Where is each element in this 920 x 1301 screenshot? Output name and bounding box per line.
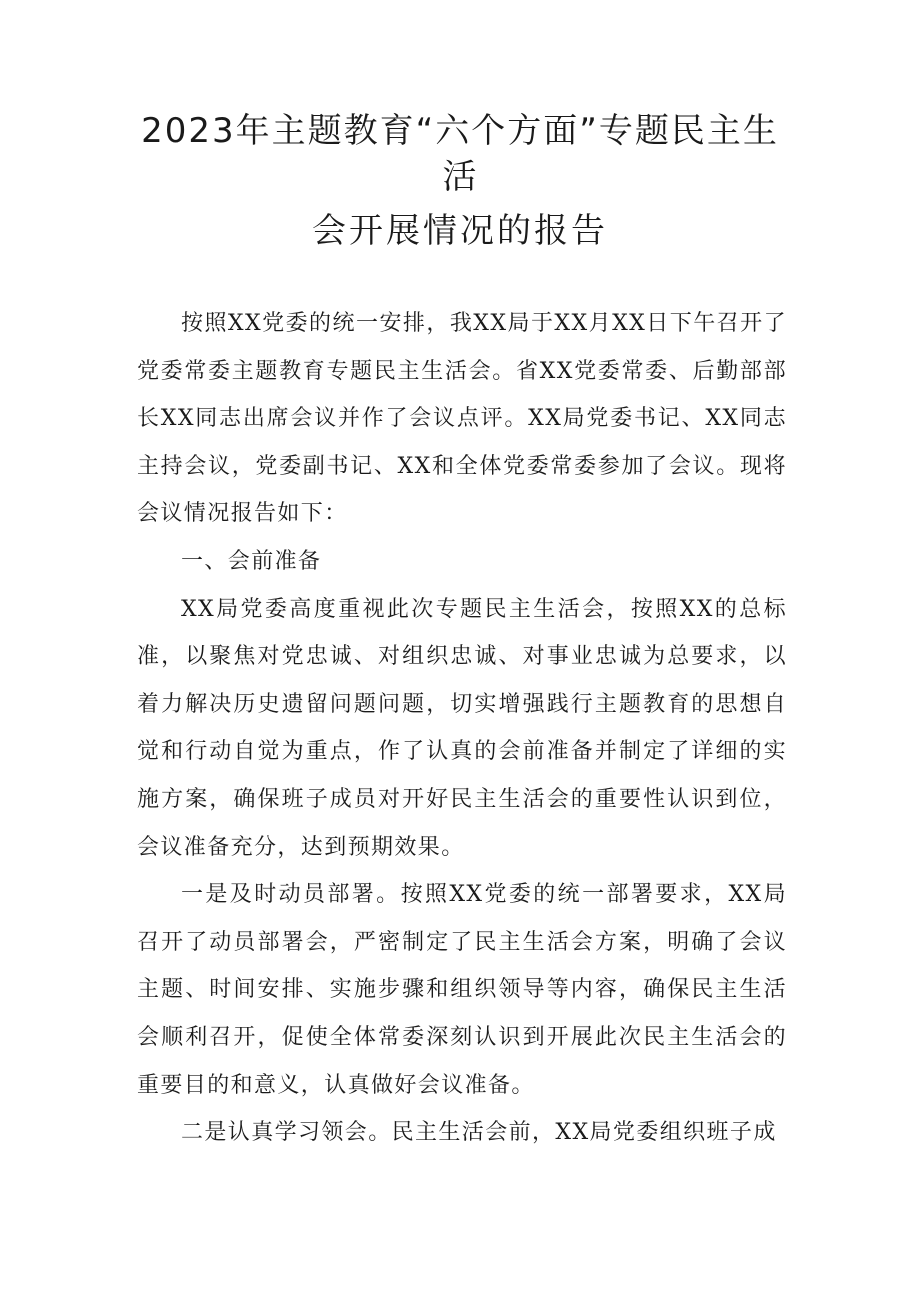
section-heading-preparation: 一、会前准备 bbox=[181, 548, 322, 574]
paragraph-intro: 按照XX党委的统一安排，我XX局于XX月XX日下午召开了党委常委主题教育专题民主生活会。省XX党委常委、后勤部部长XX同志出席会议并作了会议点评。XX局党委书记、XX同志主持会议，党委副书记、XX和全体党委常委参加了会议。现将会议情况报告如下： bbox=[137, 311, 787, 527]
document-title bbox=[130, 108, 790, 254]
paragraph-mobilization: 一是及时动员部署。按照XX党委的统一部署要求，XX局召开了动员部署会，严密制定了民主生活会方案，明确了会议主题、时间安排、实施步骤和组织领导等内容，确保民主生活会顺利召开，促使全体常委深刻认识到开展此次民主生活会的重要目的和意义，认真做好会议准备。 bbox=[137, 882, 787, 1098]
title-line-3: 会开展情况的报告 bbox=[312, 211, 608, 251]
title-line-2: 活 bbox=[442, 157, 478, 197]
document-body bbox=[137, 300, 787, 1157]
paragraph-study: 二是认真学习领会。民主生活会前，XX局党委组织班子成 bbox=[181, 1120, 777, 1146]
title-line-1: 2023年主题教育“六个方面”专题民主生 bbox=[141, 111, 779, 151]
paragraph-preparation: XX局党委高度重视此次专题民主生活会，按照XX的总标准，以聚焦对党忠诚、对组织忠诚、对事业忠诚为总要求，以着力解决历史遗留问题问题，切实增强践行主题教育的思想自觉和行动自觉为重点，作了认真的会前准备并制定了详细的实施方案，确保班子成员对开好民主生活会的重要性认识到位，会议准备充分，达到预期效果。 bbox=[137, 596, 787, 860]
